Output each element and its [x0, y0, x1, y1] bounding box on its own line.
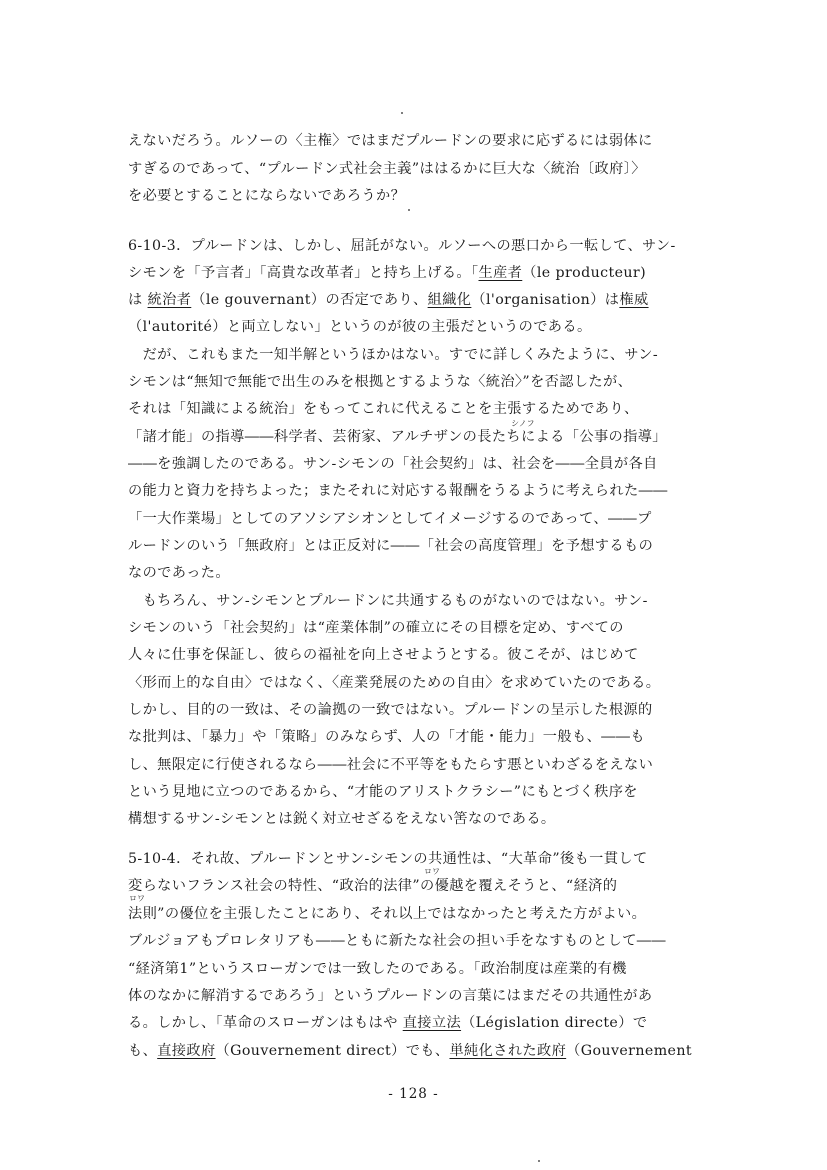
term-organisation: 組織化	[427, 292, 472, 308]
text-run: る。しかし、「革命のスローガンはもはや	[128, 1015, 398, 1031]
body-text-line: 人々に仕事を保証し、彼らの福祉を向上させようとする。彼こそが、はじめて	[128, 647, 639, 663]
body-text-line: （l'autorité）と両立しない」というのが彼の主張だというのである。	[128, 319, 592, 335]
text-run: も、	[128, 1043, 158, 1059]
text-run: シモンを「予言者」「高貴な改革者」と持ち上げる。「	[128, 265, 479, 281]
scan-speck	[408, 209, 410, 211]
term-gouvernement-simplifie: 単純化された政府	[449, 1043, 567, 1059]
body-text-line	[128, 1042, 728, 1060]
body-text-line: 「諸才能」の指導――科学者、芸術家、アルチザンの長たちによる「公事の指導」	[128, 429, 667, 445]
scan-speck	[401, 112, 403, 114]
body-text-line: ――を強調したのである。サン-シモンの「社会契約」は、社会を――全員が各自	[128, 456, 658, 472]
scan-speck	[538, 1160, 540, 1162]
body-text-line: 〈形而上的な自由〉ではなく、〈産業発展のための自由〉を求めていたのである。	[128, 675, 661, 691]
ruby-annotation: ロワ	[424, 867, 440, 876]
term-producer: 生産者	[478, 265, 523, 281]
section-heading-line: 6-10-3．プルードンは、しかし、屈託がない。ルソーへの悪口から一転して、サン-	[128, 238, 676, 254]
body-text-line: という見地に立つのであるから、“才能のアリストクラシー”にもとづく秩序を	[128, 784, 638, 800]
body-text-line: の能力と資力を持ちよった；またそれに対応する報酬をうるように考えられた――	[128, 483, 668, 499]
body-text-line: シモンのいう「社会契約」は“産業体制”の確立にその目標を定め、すべての	[128, 620, 624, 636]
body-text-line: “経済第1”というスローガンでは一致したのである。「政治制度は産業的有機	[128, 961, 627, 977]
body-text-line: 構想するサン-シモンとは鋭く対立せざるをえない筈なのである。	[128, 811, 556, 827]
body-text-line: しかし、目的の一致は、その論拠の一致ではない。プルードンの呈示した根源的	[128, 702, 653, 718]
text-run: （Gouvernement direct）でも、	[215, 1043, 450, 1059]
text-run: （Gouvernement	[566, 1043, 692, 1059]
body-text-line: すぎるのであって、“プルードン式社会主義”ははるかに巨大な〈統治〔政府〕〉	[128, 161, 646, 177]
body-text-line: ブルジョアもプロレタリアも――ともに新たな社会の担い手をなすものとして――	[128, 933, 666, 949]
text-run: （le gouvernant）の否定であり、	[191, 292, 428, 308]
body-text-line: だが、これもまた一知半解というほかはない。すでに詳しくみたように、サン-	[128, 347, 659, 363]
body-text-line: なのであった。	[128, 565, 230, 581]
section-heading-line: 5-10-4．それ故、プルードンとサン-シモンの共通性は、“大革命”後も一貫して	[128, 851, 648, 867]
body-text-line: 法則”の優位を主張したことにあり、それ以上ではなかったと考えた方がよい。	[128, 906, 647, 922]
body-text-line: シモンは“無知で無能で出生のみを根拠とするような〈統治〉”を否認したが、	[128, 374, 633, 390]
body-text-line: 体のなかに解消するであろう」というプルードンの言葉にはまだその共通性があ	[128, 988, 653, 1004]
text-run: （l'organisation）は	[471, 292, 620, 308]
term-legislation-directe: 直接立法	[402, 1015, 462, 1031]
body-text-line: し、無限定に行使されるなら――社会に不平等をもたらす悪といわざるをえない	[128, 757, 654, 773]
page-number: - 128 -	[388, 1086, 439, 1102]
term-autorite: 権威	[619, 292, 649, 308]
body-text-line: ルードンのいう「無政府」とは正反対に――「社会の高度管理」を予想するもの	[128, 538, 654, 554]
body-text-line: 「一大作業場」としてのアソシアシオンとしてイメージするのであって、――プ	[128, 511, 652, 527]
body-text-line	[128, 264, 728, 282]
body-text-line	[128, 1014, 728, 1032]
body-text-line: えないだろう。ルソーの〈主権〉ではまだプルードンの要求に応ずるには弱体に	[128, 133, 653, 149]
term-gouvernement-direct: 直接政府	[157, 1043, 216, 1059]
text-run: は	[128, 292, 143, 308]
text-run: （le producteur)	[522, 265, 647, 281]
body-text-line	[128, 291, 728, 309]
body-text-line: な批判は、「暴力」や「策略」のみならず、人の「才能・能力」一般も、――も	[128, 729, 645, 745]
body-text-line: もちろん、サン-シモンとプルードンに共通するものがないのではない。サン-	[128, 593, 648, 609]
body-text-line: を必要とすることにならないであろうか？	[128, 188, 406, 204]
ruby-annotation: シノフ	[511, 419, 535, 428]
term-gouvernant: 統治者	[147, 292, 192, 308]
ruby-annotation: ロワ	[129, 894, 145, 903]
body-text-line: 変らないフランス社会の特性、“政治的法律”の優越を覆えそうと、“経済的	[128, 878, 618, 894]
body-text-line: それは「知識による統治」をもってこれに代えることを主張するためであり、	[128, 401, 639, 417]
text-run: （Législation directe）で	[461, 1015, 648, 1031]
